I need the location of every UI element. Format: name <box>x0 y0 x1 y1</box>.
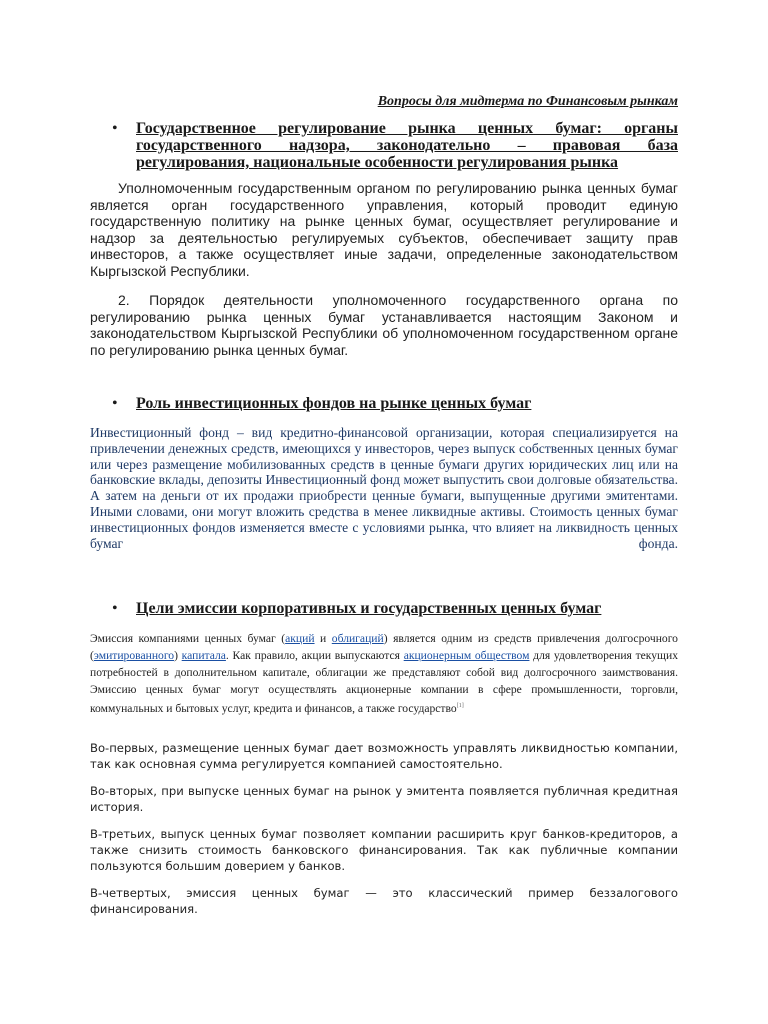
link-bonds[interactable]: облигаций <box>331 632 384 645</box>
text-fragment: Эмиссия компаниями ценных бумаг ( <box>90 632 286 645</box>
paragraph-first: Во-первых, размещение ценных бумаг дает возможность управлять ликвидностью компании, так как основная сумма регулируется компанией самостоятельно. <box>90 741 678 771</box>
heading-text: Роль инвестиционных фондов на рынке ценных бумаг <box>136 395 532 412</box>
text-fragment: ) является одним из средств привлечения долгосрочного ( <box>90 632 678 662</box>
text-fragment: и <box>314 632 332 645</box>
link-emitted[interactable]: эмитированного <box>93 649 175 662</box>
link-joint-stock-company[interactable]: акционерным обществом <box>403 649 530 662</box>
bullet-icon: • <box>112 120 118 137</box>
paragraph-fourth: В-четвертых, эмиссия ценных бумаг — это классический пример беззалогового финансирования. <box>90 886 678 916</box>
section-heading-emission-goals <box>90 600 678 617</box>
text-fragment: ) <box>174 649 182 662</box>
paragraph-investment-fund: Инвестиционный фонд – вид кредитно-финансовой организации, которая специализируется на привлечении денежных средств, имеющихся у инвесторов, через выпуск собственных ценных бумаг или через размещение мобилизованных средств в ценные бумаги других юридических лиц или на банковские вклады, депозиты Инвестиционный фонд может выпустить свои долговые обязательства. А затем на деньги от их продажи приобрести ценные бумаги, выпущенные другими эмитентами. Иными словами, они могут вложить средства в менее ликвидные активы. Стоимость ценных бумаг инвестиционных фондов изменяется вместе с условиями рынка, что влияет на ликвидность ценных бумаг фонда. <box>90 425 678 551</box>
section-heading-regulation <box>90 120 678 171</box>
link-stocks[interactable]: акций <box>285 632 315 645</box>
text-fragment: для удовлетворения текущих потребностей в дополнительном капитале, облигации же представляют собой вид долгосрочного заимствования. Эмиссию ценных бумаг могут осуществлять акционерные компании в сфере промышленности, торговли, коммунальных и бытовых услуг, кредита и финансов, а также государство <box>90 649 678 715</box>
paragraph-emission <box>90 630 678 717</box>
paragraph-authority: Уполномоченным государственным органом по регулированию рынка ценных бумаг является орган государственного управления, который проводит единую государственную политику на рынке ценных бумаг, осуществляет регулирование и надзор за деятельностью регулируемых субъектов, обеспечивает защиту прав инвесторов, а также осуществляет иные задачи, определенные законодательством Кыргызской Республики. <box>90 180 678 279</box>
text-fragment: . Как правило, акции выпускаются <box>225 649 404 662</box>
heading-text: Государственное регулирование рынка ценных бумаг: органы государственного надзора, законодательно – правовая база регулирования, национальные особенности регулирования рынка <box>136 120 678 171</box>
bullet-icon: • <box>112 600 118 617</box>
bullet-icon: • <box>112 395 118 412</box>
paragraph-third: В-третьих, выпуск ценных бумаг позволяет компании расширить круг банков-кредиторов, а также снизить стоимость банковского финансирования. Так как публичные компании пользуются большим доверием у банков. <box>90 827 678 873</box>
heading-text: Цели эмиссии корпоративных и государственных ценных бумаг <box>136 600 602 617</box>
link-capital[interactable]: капитала <box>181 649 226 662</box>
paragraph-second: Во-вторых, при выпуске ценных бумаг на рынок у эмитента появляется публичная кредитная история. <box>90 784 678 814</box>
document-title: Вопросы для мидтерма по Финансовым рынкам <box>377 94 678 109</box>
footnote-ref[interactable]: [1] <box>456 703 464 709</box>
paragraph-procedure: 2. Порядок деятельности уполномоченного государственного органа по регулированию рынка ценных бумаг устанавливается настоящим Законом и законодательством Кыргызской Республики об уполномоченном государственном органе по регулированию рынка ценных бумаг. <box>90 292 678 358</box>
section-heading-investment-funds <box>90 395 678 412</box>
